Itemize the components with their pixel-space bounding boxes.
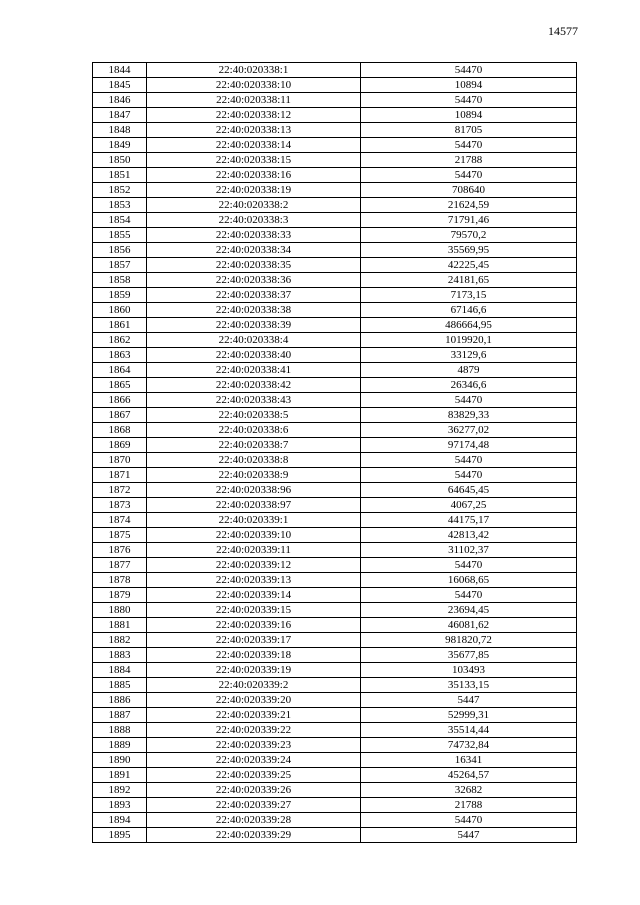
value-cell: 35677,85 xyxy=(361,648,577,663)
value-cell: 1019920,1 xyxy=(361,333,577,348)
cadastral-number-cell: 22:40:020338:39 xyxy=(147,318,361,333)
row-number-cell: 1884 xyxy=(93,663,147,678)
row-number-cell: 1851 xyxy=(93,168,147,183)
cadastral-number-cell: 22:40:020339:24 xyxy=(147,753,361,768)
row-number-cell: 1891 xyxy=(93,768,147,783)
cadastral-number-cell: 22:40:020338:9 xyxy=(147,468,361,483)
cadastral-number-cell: 22:40:020339:14 xyxy=(147,588,361,603)
value-cell: 33129,6 xyxy=(361,348,577,363)
value-cell: 103493 xyxy=(361,663,577,678)
row-number-cell: 1867 xyxy=(93,408,147,423)
row-number-cell: 1849 xyxy=(93,138,147,153)
cadastral-number-cell: 22:40:020338:40 xyxy=(147,348,361,363)
table-row xyxy=(93,543,577,558)
row-number-cell: 1882 xyxy=(93,633,147,648)
cadastral-number-cell: 22:40:020339:25 xyxy=(147,768,361,783)
table-row xyxy=(93,678,577,693)
row-number-cell: 1864 xyxy=(93,363,147,378)
value-cell: 54470 xyxy=(361,138,577,153)
row-number-cell: 1888 xyxy=(93,723,147,738)
row-number-cell: 1861 xyxy=(93,318,147,333)
value-cell: 54470 xyxy=(361,558,577,573)
value-cell: 21788 xyxy=(361,798,577,813)
row-number-cell: 1865 xyxy=(93,378,147,393)
table-row xyxy=(93,738,577,753)
row-number-cell: 1877 xyxy=(93,558,147,573)
value-cell: 16341 xyxy=(361,753,577,768)
cadastral-number-cell: 22:40:020339:12 xyxy=(147,558,361,573)
value-cell: 42225,45 xyxy=(361,258,577,273)
row-number-cell: 1869 xyxy=(93,438,147,453)
value-cell: 21624,59 xyxy=(361,198,577,213)
row-number-cell: 1857 xyxy=(93,258,147,273)
table-row xyxy=(93,438,577,453)
table-row xyxy=(93,753,577,768)
value-cell: 81705 xyxy=(361,123,577,138)
value-cell: 32682 xyxy=(361,783,577,798)
table-row xyxy=(93,633,577,648)
cadastral-number-cell: 22:40:020338:5 xyxy=(147,408,361,423)
cadastral-number-cell: 22:40:020339:11 xyxy=(147,543,361,558)
value-cell: 54470 xyxy=(361,468,577,483)
table-row xyxy=(93,273,577,288)
value-cell: 7173,15 xyxy=(361,288,577,303)
table-row xyxy=(93,168,577,183)
cadastral-number-cell: 22:40:020339:28 xyxy=(147,813,361,828)
row-number-cell: 1848 xyxy=(93,123,147,138)
cadastral-number-cell: 22:40:020339:27 xyxy=(147,798,361,813)
value-cell: 16068,65 xyxy=(361,573,577,588)
cadastral-number-cell: 22:40:020339:10 xyxy=(147,528,361,543)
cadastral-number-cell: 22:40:020338:15 xyxy=(147,153,361,168)
cadastral-number-cell: 22:40:020339:29 xyxy=(147,828,361,843)
value-cell: 54470 xyxy=(361,453,577,468)
value-cell: 44175,17 xyxy=(361,513,577,528)
row-number-cell: 1852 xyxy=(93,183,147,198)
cadastral-number-cell: 22:40:020338:33 xyxy=(147,228,361,243)
row-number-cell: 1863 xyxy=(93,348,147,363)
row-number-cell: 1850 xyxy=(93,153,147,168)
row-number-cell: 1889 xyxy=(93,738,147,753)
value-cell: 67146,6 xyxy=(361,303,577,318)
table-row xyxy=(93,693,577,708)
table-row xyxy=(93,213,577,228)
value-cell: 26346,6 xyxy=(361,378,577,393)
value-cell: 54470 xyxy=(361,813,577,828)
value-cell: 4067,25 xyxy=(361,498,577,513)
value-cell: 23694,45 xyxy=(361,603,577,618)
row-number-cell: 1859 xyxy=(93,288,147,303)
row-number-cell: 1866 xyxy=(93,393,147,408)
row-number-cell: 1856 xyxy=(93,243,147,258)
table-row xyxy=(93,648,577,663)
table-row xyxy=(93,123,577,138)
table-row xyxy=(93,108,577,123)
value-cell: 5447 xyxy=(361,828,577,843)
value-cell: 79570,2 xyxy=(361,228,577,243)
value-cell: 35133,15 xyxy=(361,678,577,693)
table-row xyxy=(93,573,577,588)
table-row xyxy=(93,558,577,573)
cadastral-number-cell: 22:40:020339:13 xyxy=(147,573,361,588)
table-row xyxy=(93,393,577,408)
table-row xyxy=(93,813,577,828)
table-row xyxy=(93,198,577,213)
table-row xyxy=(93,138,577,153)
table-row xyxy=(93,243,577,258)
row-number-cell: 1874 xyxy=(93,513,147,528)
cadastral-number-cell: 22:40:020338:19 xyxy=(147,183,361,198)
row-number-cell: 1853 xyxy=(93,198,147,213)
cadastral-number-cell: 22:40:020339:21 xyxy=(147,708,361,723)
table-row xyxy=(93,63,577,78)
table-row xyxy=(93,78,577,93)
cadastral-number-cell: 22:40:020338:1 xyxy=(147,63,361,78)
table-row xyxy=(93,93,577,108)
cadastral-number-cell: 22:40:020338:16 xyxy=(147,168,361,183)
row-number-cell: 1879 xyxy=(93,588,147,603)
row-number-cell: 1872 xyxy=(93,483,147,498)
row-number-cell: 1880 xyxy=(93,603,147,618)
value-cell: 45264,57 xyxy=(361,768,577,783)
row-number-cell: 1895 xyxy=(93,828,147,843)
table-row xyxy=(93,183,577,198)
value-cell: 83829,33 xyxy=(361,408,577,423)
value-cell: 21788 xyxy=(361,153,577,168)
data-table xyxy=(92,62,577,843)
cadastral-number-cell: 22:40:020338:6 xyxy=(147,423,361,438)
cadastral-number-cell: 22:40:020338:37 xyxy=(147,288,361,303)
value-cell: 24181,65 xyxy=(361,273,577,288)
cadastral-number-cell: 22:40:020338:14 xyxy=(147,138,361,153)
row-number-cell: 1844 xyxy=(93,63,147,78)
value-cell: 36277,02 xyxy=(361,423,577,438)
value-cell: 54470 xyxy=(361,93,577,108)
row-number-cell: 1862 xyxy=(93,333,147,348)
table-row xyxy=(93,618,577,633)
table-row xyxy=(93,603,577,618)
cadastral-number-cell: 22:40:020339:18 xyxy=(147,648,361,663)
row-number-cell: 1845 xyxy=(93,78,147,93)
table-row xyxy=(93,408,577,423)
value-cell: 54470 xyxy=(361,393,577,408)
value-cell: 74732,84 xyxy=(361,738,577,753)
value-cell: 981820,72 xyxy=(361,633,577,648)
cadastral-number-cell: 22:40:020339:15 xyxy=(147,603,361,618)
cadastral-number-cell: 22:40:020338:34 xyxy=(147,243,361,258)
cadastral-number-cell: 22:40:020339:20 xyxy=(147,693,361,708)
value-cell: 54470 xyxy=(361,63,577,78)
cadastral-number-cell: 22:40:020338:2 xyxy=(147,198,361,213)
cadastral-number-cell: 22:40:020338:43 xyxy=(147,393,361,408)
value-cell: 10894 xyxy=(361,78,577,93)
page-number: 14577 xyxy=(548,24,578,38)
cadastral-number-cell: 22:40:020338:97 xyxy=(147,498,361,513)
table-row xyxy=(93,783,577,798)
row-number-cell: 1881 xyxy=(93,618,147,633)
cadastral-number-cell: 22:40:020338:35 xyxy=(147,258,361,273)
value-cell: 64645,45 xyxy=(361,483,577,498)
table-row xyxy=(93,453,577,468)
value-cell: 54470 xyxy=(361,588,577,603)
row-number-cell: 1855 xyxy=(93,228,147,243)
table-row xyxy=(93,723,577,738)
table-row xyxy=(93,483,577,498)
cadastral-number-cell: 22:40:020338:96 xyxy=(147,483,361,498)
value-cell: 486664,95 xyxy=(361,318,577,333)
cadastral-number-cell: 22:40:020338:8 xyxy=(147,453,361,468)
cadastral-number-cell: 22:40:020338:41 xyxy=(147,363,361,378)
value-cell: 54470 xyxy=(361,168,577,183)
cadastral-number-cell: 22:40:020339:19 xyxy=(147,663,361,678)
row-number-cell: 1868 xyxy=(93,423,147,438)
value-cell: 52999,31 xyxy=(361,708,577,723)
table-row xyxy=(93,318,577,333)
row-number-cell: 1887 xyxy=(93,708,147,723)
cadastral-number-cell: 22:40:020338:42 xyxy=(147,378,361,393)
row-number-cell: 1893 xyxy=(93,798,147,813)
value-cell: 35569,95 xyxy=(361,243,577,258)
row-number-cell: 1892 xyxy=(93,783,147,798)
table-row xyxy=(93,423,577,438)
table-row xyxy=(93,708,577,723)
cadastral-number-cell: 22:40:020338:38 xyxy=(147,303,361,318)
table-row xyxy=(93,513,577,528)
cadastral-number-cell: 22:40:020338:3 xyxy=(147,213,361,228)
row-number-cell: 1885 xyxy=(93,678,147,693)
cadastral-number-cell: 22:40:020339:26 xyxy=(147,783,361,798)
value-cell: 4879 xyxy=(361,363,577,378)
row-number-cell: 1873 xyxy=(93,498,147,513)
table-row xyxy=(93,153,577,168)
row-number-cell: 1860 xyxy=(93,303,147,318)
value-cell: 5447 xyxy=(361,693,577,708)
value-cell: 71791,46 xyxy=(361,213,577,228)
table-row xyxy=(93,258,577,273)
table-row xyxy=(93,288,577,303)
value-cell: 46081,62 xyxy=(361,618,577,633)
row-number-cell: 1870 xyxy=(93,453,147,468)
row-number-cell: 1878 xyxy=(93,573,147,588)
cadastral-number-cell: 22:40:020339:17 xyxy=(147,633,361,648)
row-number-cell: 1847 xyxy=(93,108,147,123)
table-row xyxy=(93,798,577,813)
row-number-cell: 1886 xyxy=(93,693,147,708)
row-number-cell: 1875 xyxy=(93,528,147,543)
row-number-cell: 1876 xyxy=(93,543,147,558)
value-cell: 97174,48 xyxy=(361,438,577,453)
table-row xyxy=(93,363,577,378)
row-number-cell: 1871 xyxy=(93,468,147,483)
cadastral-number-cell: 22:40:020339:2 xyxy=(147,678,361,693)
cadastral-number-cell: 22:40:020338:7 xyxy=(147,438,361,453)
row-number-cell: 1846 xyxy=(93,93,147,108)
value-cell: 708640 xyxy=(361,183,577,198)
table-row xyxy=(93,468,577,483)
cadastral-number-cell: 22:40:020338:10 xyxy=(147,78,361,93)
table-row xyxy=(93,588,577,603)
table-row xyxy=(93,768,577,783)
cadastral-number-cell: 22:40:020338:13 xyxy=(147,123,361,138)
table-row xyxy=(93,303,577,318)
cadastral-number-cell: 22:40:020339:22 xyxy=(147,723,361,738)
cadastral-number-cell: 22:40:020338:12 xyxy=(147,108,361,123)
table-body xyxy=(93,63,577,843)
row-number-cell: 1894 xyxy=(93,813,147,828)
table-row xyxy=(93,333,577,348)
row-number-cell: 1890 xyxy=(93,753,147,768)
row-number-cell: 1883 xyxy=(93,648,147,663)
value-cell: 31102,37 xyxy=(361,543,577,558)
table-row xyxy=(93,498,577,513)
table-row xyxy=(93,528,577,543)
cadastral-number-cell: 22:40:020339:16 xyxy=(147,618,361,633)
cadastral-number-cell: 22:40:020338:36 xyxy=(147,273,361,288)
value-cell: 35514,44 xyxy=(361,723,577,738)
table-row xyxy=(93,663,577,678)
value-cell: 42813,42 xyxy=(361,528,577,543)
value-cell: 10894 xyxy=(361,108,577,123)
table-row xyxy=(93,228,577,243)
table-row xyxy=(93,828,577,843)
cadastral-number-cell: 22:40:020339:1 xyxy=(147,513,361,528)
cadastral-number-cell: 22:40:020338:4 xyxy=(147,333,361,348)
row-number-cell: 1854 xyxy=(93,213,147,228)
table-row xyxy=(93,378,577,393)
cadastral-number-cell: 22:40:020338:11 xyxy=(147,93,361,108)
table-row xyxy=(93,348,577,363)
cadastral-number-cell: 22:40:020339:23 xyxy=(147,738,361,753)
row-number-cell: 1858 xyxy=(93,273,147,288)
